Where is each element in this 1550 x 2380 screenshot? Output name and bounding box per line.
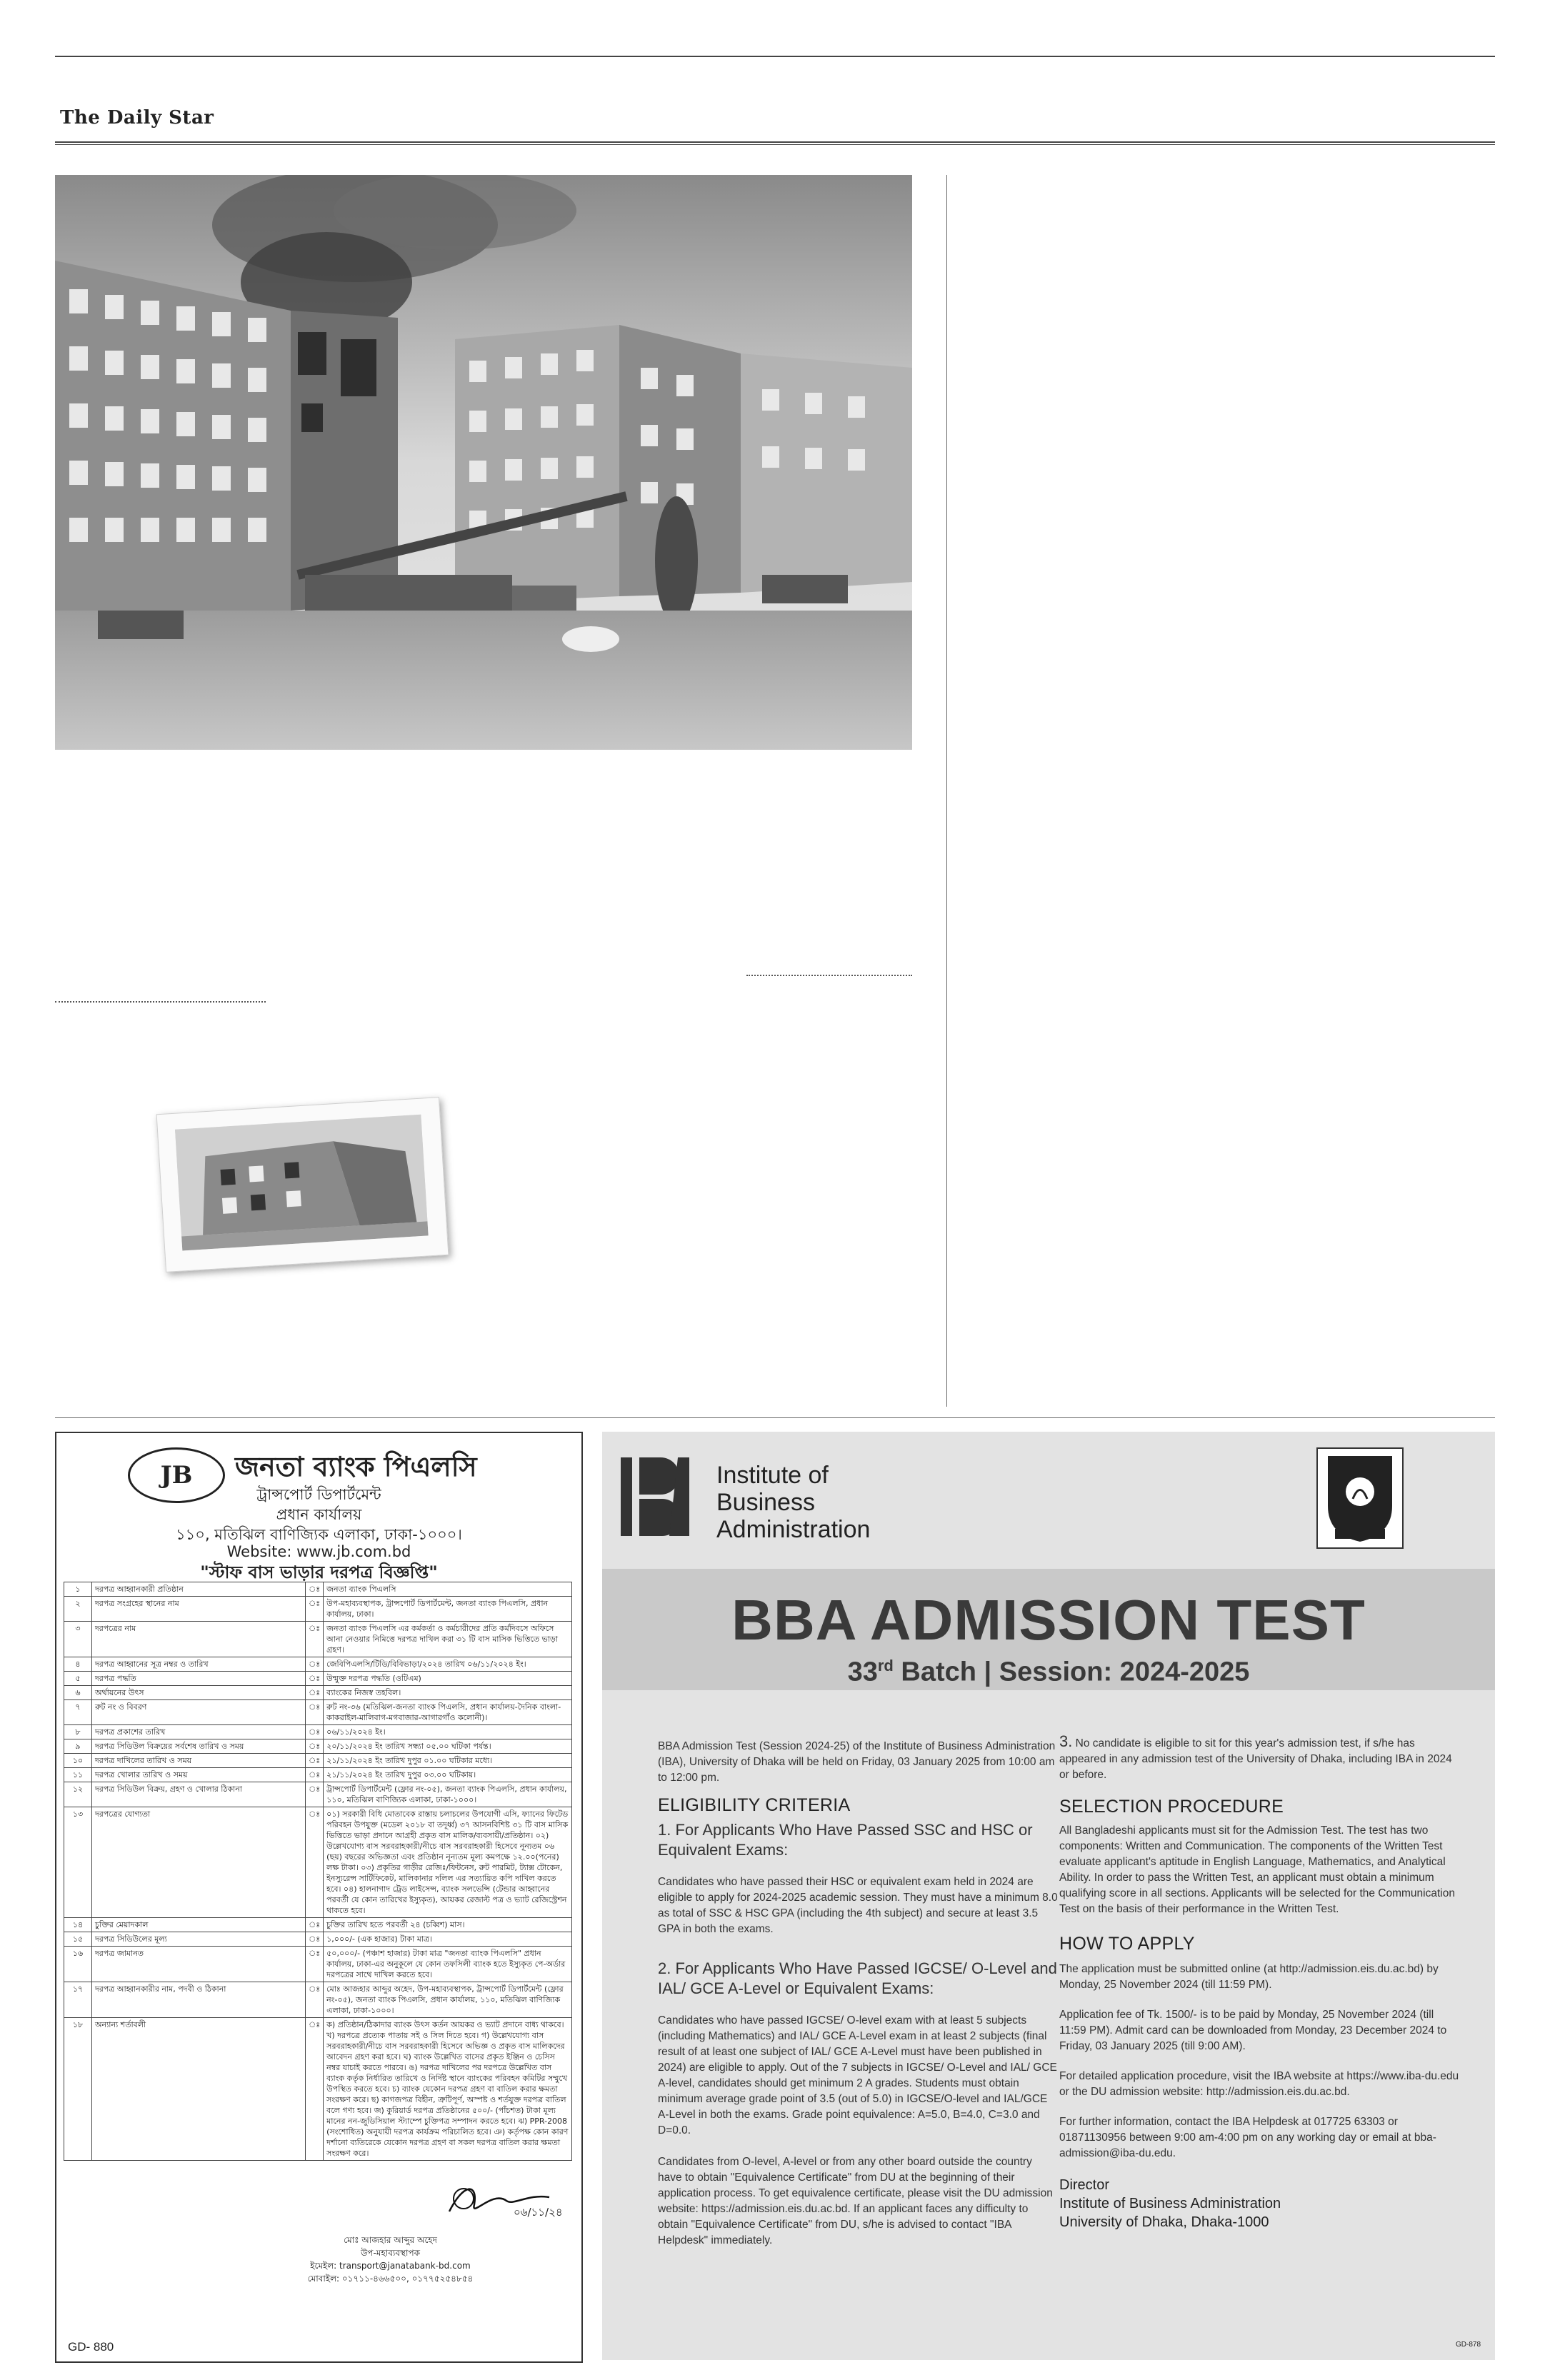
criteria2-body: Candidates who have passed IGCSE/ O-level exam with at least 5 subjects (including Mathematics) and IAL/ GCE A-Level exam in at least 2 subjects (final result of at least one subject of IAL/ GCE A-Level must have been published in 2024) are eligible to apply. Out of the 7 subjects in IGCSE/ O-Level and IAL/ GCE A-level, candidates should get minimum 2 A grades. Students must obtain minimum average grade point of 3.5 (out of 5.0) in IGCSE/O-level and IAL/GCE A-Level in both the exams. Grade point equivalence: A=5.0, B=4.0, C=3.0 and D=0.0. bbox=[658, 2014, 1057, 2137]
row-label: দরপত্র সিডিউল বিক্রয়, গ্রহণ ও খোলার ঠিকানা bbox=[92, 1782, 306, 1807]
row-colon: ঃ bbox=[306, 1622, 324, 1657]
signoff-institute: Institute of Business Administration bbox=[1059, 2196, 1281, 2211]
row-value: ব্যাংকের নিজস্ব তহবিল। bbox=[324, 1686, 572, 1700]
table-row bbox=[64, 1657, 572, 1672]
row-number: ১৪ bbox=[64, 1918, 92, 1932]
row-label: দরপত্র আহ্বানকারী প্রতিষ্ঠান bbox=[92, 1582, 306, 1597]
row-colon: ঃ bbox=[306, 1754, 324, 1768]
row-number: ১৫ bbox=[64, 1932, 92, 1947]
address: ১১০, মতিঝিল বাণিজ্যিক এলাকা, ঢাকা-১০০০। bbox=[176, 1526, 462, 1543]
row-value: ২০/১১/২০২৪ ইং তারিখ সন্ধ্যা ০৫.০০ ঘটিকা পর্যন্ত। bbox=[324, 1739, 572, 1754]
row-value: ক) প্রতিষ্ঠান/ঠিকাদার ব্যাংক উৎস কর্তন আয়কর ও ভ্যাট প্রদানে বাধ্য থাকবে। খ) দরপত্রে প্রত্যেক পাতায় সই ও সিল দিতে হবে। গ) উল্লেখযোগ্য বাস সরবরাহকারী/নীচে বাস সরবরাহকারী হিসেবে অভিজ্ঞ ও প্রকৃত বাস মালিকদের আবেদন গ্রহণ করা হবে। ঘ) ব্যাংক উল্লেখিত বাসের প্রকৃত ইঞ্জিন ও চেসিস নম্বর যাচাই করতে পারবে। ঙ) দরপত্র দাখিলের পর দরপত্রে উল্লেখিত বাস ব্যাংক কর্তৃক নির্ধারিত তারিখে ও নির্দিষ্ট স্থানে ব্যাংকের পরিবহন কমিটির সম্মুখে উপস্থিত করতে হবে। চ) ব্যাংক যেকোন দরপত্র গ্রহণ বা বাতিল করার ক্ষমতা সংরক্ষণ করে। ছ) কাগজপত্র বিহীন, ত্রুটিপূর্ণ, অস্পষ্ট ও শর্তযুক্ত দরপত্র বাতিল বলে গণ্য হবে। জ) কুরিয়ার্ড দরপত্র প্রতিষ্ঠানের ৫০০/- (পাঁচশত) টাকা মূল্য মানের নন-জুডিসিয়াল স্ট্যাম্পে চুক্তিপত্র সম্পাদন করতে হবে। ঝ) PPR-2008 (সংশোধিত) অনুযায়ী দরপত্র কার্যক্রম পরিচালিত হবে। ঞ) কর্তৃপক্ষ কোন কারণ দর্শানো ব্যতিরেকে যেকোন দরপত্র গ্রহণ বা সকল দরপত্র বাতিল করার ক্ষমতা সংরক্ষণ করে। bbox=[324, 2018, 572, 2161]
row-number: ১ bbox=[64, 1582, 92, 1597]
row-number: ১২ bbox=[64, 1782, 92, 1807]
row-number: ১৭ bbox=[64, 1982, 92, 2018]
criteria1-heading: 1. For Applicants Who Have Passed SSC and HSC or Equivalent Exams: bbox=[658, 1821, 1033, 1859]
column-rule bbox=[946, 175, 947, 1407]
row-colon: ঃ bbox=[306, 1725, 324, 1739]
batch-session-text: Batch | Session: 2024-2025 bbox=[893, 1657, 1250, 1687]
row-colon: ঃ bbox=[306, 1657, 324, 1672]
row-label: দরপত্রের নাম bbox=[92, 1622, 306, 1657]
top-rule bbox=[55, 56, 1495, 57]
table-row bbox=[64, 1686, 572, 1700]
row-label: দরপত্র প্রকাশের তারিখ bbox=[92, 1725, 306, 1739]
table-row bbox=[64, 1982, 572, 2018]
row-number: ৯ bbox=[64, 1739, 92, 1754]
row-number: ১০ bbox=[64, 1754, 92, 1768]
row-value: জেবিপিএলসি/টিডি/বিবিভাড়া/২০২৪ তারিখ ০৬/১১/২০২৪ ইং। bbox=[324, 1657, 572, 1672]
signoff-title: Director bbox=[1059, 2177, 1110, 2193]
row-number: ১১ bbox=[64, 1768, 92, 1782]
masthead-logo: The Daily Star bbox=[60, 107, 214, 129]
row-value: উপ-মহাব্যবস্থাপক, ট্রান্সপোর্ট ডিপার্টমেন্ট, জনতা ব্যাংক পিএলসি, প্রধান কার্যালয়, ঢাকা। bbox=[324, 1597, 572, 1622]
signer-name: মোঃ আজহার আব্দুর অহেদ bbox=[344, 2235, 437, 2245]
apply-paragraph1: The application must be submitted online (at http://admission.eis.du.ac.bd) by Monday, 25 November 2024 (till 11:59 PM). bbox=[1059, 1963, 1439, 1991]
signer-title: উপ-মহাব্যবস্থাপক bbox=[360, 2248, 421, 2258]
iba-admission-ad bbox=[602, 1432, 1495, 2360]
batch-number: 33 bbox=[847, 1657, 878, 1687]
row-number: ১৩ bbox=[64, 1807, 92, 1918]
institute-line2: Business bbox=[716, 1489, 815, 1516]
row-label: দরপত্র সিডিউলের মূল্য bbox=[92, 1932, 306, 1947]
row-label: অর্থায়নের উৎস bbox=[92, 1686, 306, 1700]
ad-code: GD-878 bbox=[1455, 2341, 1481, 2349]
row-number: ৪ bbox=[64, 1657, 92, 1672]
inset-photo-damaged-building bbox=[156, 1097, 449, 1272]
office: প্রধান কার্যালয় bbox=[276, 1506, 362, 1523]
department: ট্রান্সপোর্ট ডিপার্টমেন্ট bbox=[256, 1486, 381, 1503]
row-colon: ঃ bbox=[306, 1672, 324, 1686]
criteria2-body2: Candidates from O-level, A-level or from any other board outside the country have to obtain "Equivalence Certificate" from DU at the beginning of their application process. To get equivalence certificate, please visit the DU admission website: https://admission.eis.du.ac.bd. If an applicant faces any difficulty to obtain "Equivalence Certificate" from DU, s/he is advised to contact "IBA Helpdesk" immediately. bbox=[658, 2156, 1053, 2246]
row-colon: ঃ bbox=[306, 1982, 324, 2018]
row-number: ৩ bbox=[64, 1622, 92, 1657]
eligibility-heading: ELIGIBILITY CRITERIA bbox=[658, 1795, 851, 1815]
row-value: ২১/১১/২০২৪ ইং তারিখ দুপুর ০৩.০০ ঘটিকায়। bbox=[324, 1768, 572, 1782]
table-row bbox=[64, 1582, 572, 1597]
apply-paragraph3: For detailed application procedure, visit the IBA website at https://www.iba-du.edu or the DU admission website: http://admission.eis.du.ac.bd. bbox=[1059, 2070, 1459, 2098]
row-value: চুক্তির তারিখ হতে পরবর্তী ২৪ (চব্বিশ) মাস। bbox=[324, 1918, 572, 1932]
table-row bbox=[64, 1768, 572, 1782]
iba-logo-icon bbox=[618, 1457, 689, 1536]
header-rule bbox=[55, 141, 1495, 143]
signoff-university: University of Dhaka, Dhaka-1000 bbox=[1059, 2214, 1269, 2230]
signer-phone: মোবাইল: ০১৭১১-৪৬৬৫০০, ০১৭৭৫২৫৪৮৫৪ bbox=[307, 2274, 474, 2284]
institute-line1: Institute of bbox=[716, 1462, 829, 1489]
row-label: দরপত্র আহ্বানকারীর নাম, পদবী ও ঠিকানা bbox=[92, 1982, 306, 2018]
row-value: ১,০০০/- (এক হাজার) টাকা মাত্র। bbox=[324, 1932, 572, 1947]
row-number: ১৮ bbox=[64, 2018, 92, 2161]
table-row bbox=[64, 1947, 572, 1982]
ad-code: GD- 880 bbox=[68, 2340, 114, 2354]
row-colon: ঃ bbox=[306, 1582, 324, 1597]
table-row bbox=[64, 1782, 572, 1807]
row-number: ১৬ bbox=[64, 1947, 92, 1982]
batch-suffix: rd bbox=[877, 1657, 894, 1674]
row-colon: ঃ bbox=[306, 2018, 324, 2161]
row-colon: ঃ bbox=[306, 1768, 324, 1782]
news-photo-burning-building bbox=[55, 175, 912, 750]
row-colon: ঃ bbox=[306, 1807, 324, 1918]
criteria3-number: 3. bbox=[1059, 1732, 1073, 1750]
dotted-rule-left bbox=[55, 1001, 266, 1003]
table-row bbox=[64, 1622, 572, 1657]
row-colon: ঃ bbox=[306, 1918, 324, 1932]
row-number: ২ bbox=[64, 1597, 92, 1622]
row-value: উন্মুক্ত দরপত্র পদ্ধতি (ওটিএম) bbox=[324, 1672, 572, 1686]
row-value: ০১) সরকারী বিধি মোতাবেক রাস্তায় চলাচলের উপযোগী এসি, ফ্যানের ফিটেড পরিবহন উপযুক্ত (মডেল ২০১৮ বা তদূর্ধ্ব) ৩৭ আসনবিশিষ্ট ৩১ টি বাস মাসিক ভিত্তিতে ভাড়া প্রদানে আগ্রহী প্রকৃত বাস মালিক/ব্যবসায়ী/প্রতিষ্ঠান। ০২) উল্লেখযোগ্য বাস সরবরাহকারী/নীচে বাস সরবরাহকারী হিসেবে নূন্যতম ০৬ (ছয়) বছরের অভিজ্ঞতা এবং প্রতিষ্ঠান নূন্যতম মূল্য কমপক্ষে ১২.০০(পনের) লক্ষ টাকা। ০৩) প্রকৃতির গাড়ীর রেজিঃ/ফিটনেস, রুট পারমিট, ট্যাক্স টোকেন, ইনস্যুরেন্স সার্টিফিকেট, মালিকানার দলিল এর সত্যায়িত কপি দাখিল করতে হবে। ০৪) হালনাগাদ ট্রেড লাইসেন্স, ব্যাংক সলভেন্সি (টেন্ডার আহ্বানের পরবর্তী যে কোন তারিখের ইস্যুকৃত), আয়কর রেজাল্ট পত্র ও ভ্যাট রেজিস্ট্রেশন থাকতে হবে। bbox=[324, 1807, 572, 1918]
bank-name: জনতা ব্যাংক পিএলসি bbox=[235, 1451, 477, 1482]
selection-heading: SELECTION PROCEDURE bbox=[1059, 1797, 1284, 1817]
row-label: রুট নং ও বিবরণ bbox=[92, 1700, 306, 1725]
row-label: চুক্তির মেয়াদকাল bbox=[92, 1918, 306, 1932]
row-label: দরপত্র পদ্ধতি bbox=[92, 1672, 306, 1686]
selection-body: All Bangladeshi applicants must sit for the Admission Test. The test has two components: Written and Communication. The components of the Written Test evaluate applicant's aptitude in English Language, Mathematics, and Analytical Ability. In order to pass the Written Test, an applicant must obtain a minimum qualifying score in all sections. Applicants will be selected for the Communication Test on the basis of their performance in the Written Test. bbox=[1059, 1824, 1455, 1915]
row-colon: ঃ bbox=[306, 1700, 324, 1725]
apply-paragraph4: For further information, contact the IBA Helpdesk at 017725 63303 or 01871130956 between 9:00 am-4:00 pm on any working day or email at bba-admission@iba-du.edu. bbox=[1059, 2116, 1436, 2159]
right-column bbox=[1059, 1732, 1459, 2231]
row-number: ৭ bbox=[64, 1700, 92, 1725]
apply-heading: HOW TO APPLY bbox=[1059, 1934, 1195, 1954]
row-colon: ঃ bbox=[306, 1947, 324, 1982]
institute-name bbox=[716, 1462, 870, 1543]
row-number: ৫ bbox=[64, 1672, 92, 1686]
row-colon: ঃ bbox=[306, 1932, 324, 1947]
row-label: দরপত্রের যোগ্যতা bbox=[92, 1807, 306, 1918]
row-label: দরপত্র জামানত bbox=[92, 1947, 306, 1982]
table-row bbox=[64, 1754, 572, 1768]
row-colon: ঃ bbox=[306, 1597, 324, 1622]
row-label: দরপত্র দাখিলের তারিখ ও সময় bbox=[92, 1754, 306, 1768]
table-row bbox=[64, 1672, 572, 1686]
table-row bbox=[64, 1739, 572, 1754]
row-value: ২১/১১/২০২৪ ইং তারিখ দুপুর ০১.০০ ঘটিকার মধ্যে। bbox=[324, 1754, 572, 1768]
table-row bbox=[64, 1932, 572, 1947]
criteria3 bbox=[1059, 1732, 1459, 1783]
janata-bank-tender-ad bbox=[55, 1432, 583, 2363]
table-row bbox=[64, 1700, 572, 1725]
signer-email: ইমেইল: transport@janatabank-bd.com bbox=[310, 2261, 471, 2271]
row-value: মোঃ আজহার আব্দুর অহেদ, উপ-মহাব্যবস্থাপক, ট্রান্সপোর্ট ডিপার্টমেন্ট (ফ্লোর নং-০৫), জনতা ব্যাংক পিএলসি, প্রধান কার্যালয়, ১১০, মতিঝিল বাণিজ্যিক এলাকা, ঢাকা-১০০০। bbox=[324, 1982, 572, 2018]
row-value: ট্রান্সপোর্ট ডিপার্টমেন্ট (ফ্লোর নং-০৫), জনতা ব্যাংক পিএলসি, প্রধান কার্যালয়, ১১০, মতিঝিল বাণিজ্যিক এলাকা, ঢাকা-১০০০। bbox=[324, 1782, 572, 1807]
header-rule-thin bbox=[55, 144, 1495, 145]
row-colon: ঃ bbox=[306, 1686, 324, 1700]
apply-paragraph2: Application fee of Tk. 1500/- is to be paid by Monday, 25 November 2024 (till 11:59 PM). Admit card can be downloaded from Monday, 23 December 2024 to Friday, 03 January 2025 (till 9:00 AM). bbox=[1059, 2009, 1447, 2052]
ad-section-rule bbox=[55, 1417, 1495, 1418]
dhaka-university-crest-icon bbox=[1316, 1447, 1404, 1549]
left-column bbox=[658, 1739, 1058, 2249]
row-value: ৫০,০০০/- (পঞ্চাশ হাজার) টাকা মাত্র "জনতা ব্যাংক পিএলসি" প্রধান কার্যালয়, ঢাকা-এর অনুকূলে যে কোন তফসিলী ব্যাংক হতে ইস্যুকৃত পে-অর্ডার দরপত্রের সাথে দাখিল করতে হবে। bbox=[324, 1947, 572, 1982]
table-row bbox=[64, 1597, 572, 1622]
criteria2-heading: 2. For Applicants Who Have Passed IGCSE/ O-Level and IAL/ GCE A-Level or Equivalent Exams: bbox=[658, 1959, 1057, 1997]
institute-line3: Administration bbox=[716, 1516, 871, 1543]
tender-table bbox=[64, 1582, 572, 2161]
row-label: অন্যান্য শর্তাবলী bbox=[92, 2018, 306, 2161]
website: Website: www.jb.com.bd bbox=[226, 1543, 411, 1560]
criteria3-body: No candidate is eligible to sit for this year's admission test, if s/he has appeared in any admission test of the University of Dhaka, including IBA in 2024 or before. bbox=[1059, 1737, 1452, 1781]
notice-title: "স্টাফ বাস ভাড়ার দরপত্র বিজ্ঞপ্তি" bbox=[200, 1562, 438, 1582]
table-row bbox=[64, 1918, 572, 1932]
signature-date: ০৬/১১/২৪ bbox=[514, 2206, 563, 2219]
ad-title: BBA ADMISSION TEST bbox=[731, 1588, 1366, 1652]
row-number: ৬ bbox=[64, 1686, 92, 1700]
row-colon: ঃ bbox=[306, 1782, 324, 1807]
row-label: দরপত্র সিডিউল বিক্রয়ের সর্বশেষ তারিখ ও সময় bbox=[92, 1739, 306, 1754]
criteria1-body: Candidates who have passed their HSC or equivalent exam held in 2024 are eligible to apply for 2024-2025 academic session. They must have a minimum 8.0 as total of SSC & HSC GPA (including the 4th subject) and secure at least 3.5 GPA in both the exams. bbox=[658, 1876, 1058, 1935]
janata-bank-logo: JB bbox=[128, 1447, 225, 1503]
table-row bbox=[64, 2018, 572, 2161]
row-colon: ঃ bbox=[306, 1739, 324, 1754]
table-row bbox=[64, 1807, 572, 1918]
batch-session bbox=[602, 1657, 1495, 1688]
row-label: দরপত্র খোলার তারিখ ও সময় bbox=[92, 1768, 306, 1782]
row-label: দরপত্র আহ্বানের সূত্র নম্বর ও তারিখ bbox=[92, 1657, 306, 1672]
row-value: জনতা ব্যাংক পিএলসি bbox=[324, 1582, 572, 1597]
intro-text: BBA Admission Test (Session 2024-25) of the Institute of Business Administration (IBA), University of Dhaka will be held on Friday, 03 January 2025 from 10:00 am to 12:00 pm. bbox=[658, 1740, 1056, 1784]
row-label: দরপত্র সংগ্রহের স্থানের নাম bbox=[92, 1597, 306, 1622]
row-value: রুট নং-৩৬ (মতিঝিল-জনতা ব্যাংক পিএলসি, প্রধান কার্যালয়-দৈনিক বাংলা-কাকরাইল-মালিবাগ-মগবাজার-আগারগাঁও কলোনী)। bbox=[324, 1700, 572, 1725]
signoff bbox=[1059, 2176, 1459, 2231]
row-value: জনতা ব্যাংক পিএলসি এর কর্মকর্তা ও কর্মচারীদের প্রতি কর্মদিবসে অফিসে আনা নেওয়ার নিমিত্তে দরপত্র দাখিল করা ৩১ টি বাস মাসিক ভিত্তিতে ভাড়া গ্রহণ। bbox=[324, 1622, 572, 1657]
row-value: ০৬/১১/২০২৪ ইং। bbox=[324, 1725, 572, 1739]
table-row bbox=[64, 1725, 572, 1739]
dotted-rule-right bbox=[746, 975, 912, 976]
row-number: ৮ bbox=[64, 1725, 92, 1739]
